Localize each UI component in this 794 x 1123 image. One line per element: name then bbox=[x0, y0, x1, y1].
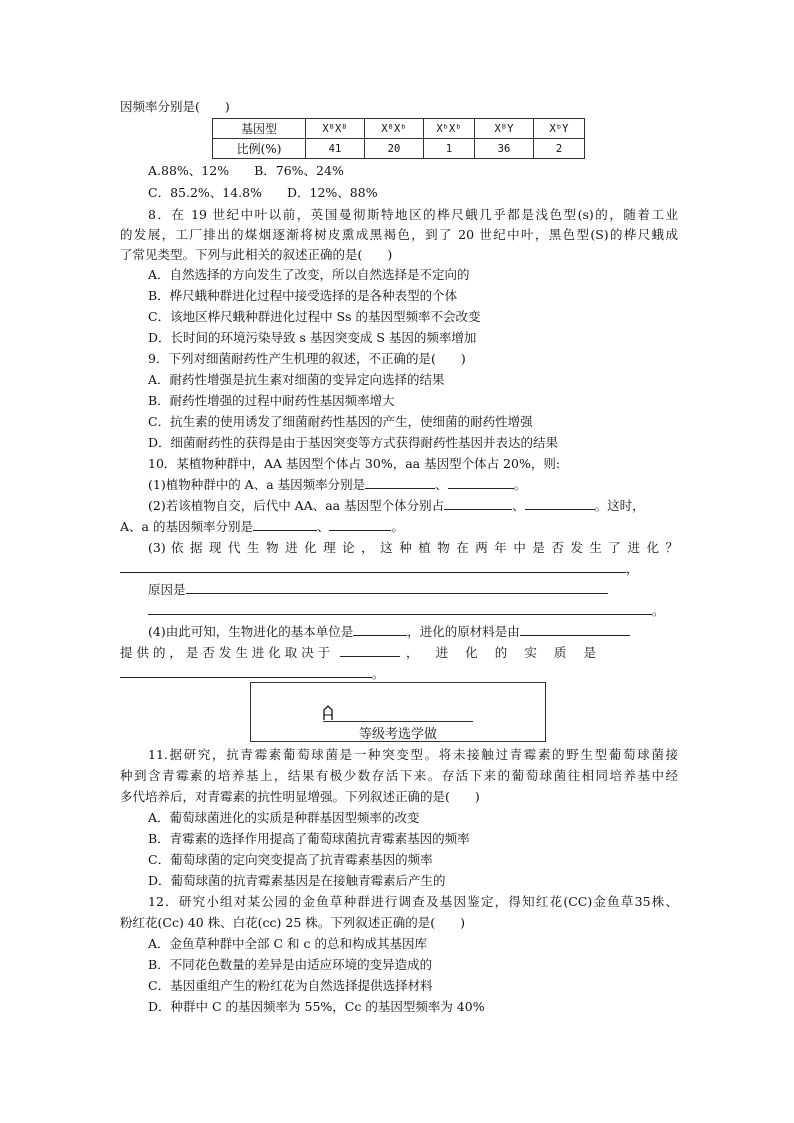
option-b: B．桦尺蛾种群进化过程中接受选择的是各种表型的个体 bbox=[148, 288, 458, 303]
part-text: A、a 的基因频率分别是 bbox=[120, 519, 253, 534]
question-7-options-ab: A.88%、12% B．76%、24% bbox=[148, 163, 344, 178]
table-cell: XᵇXᵇ bbox=[424, 119, 475, 139]
answer-blank[interactable] bbox=[340, 644, 400, 657]
table-cell: 36 bbox=[475, 139, 534, 159]
answer-blank[interactable] bbox=[120, 560, 626, 573]
genotype-table bbox=[212, 118, 585, 159]
option-d: D．葡萄球菌的抗青霉素基因是在接触青霉素后产生的 bbox=[148, 873, 446, 888]
section-header-box bbox=[250, 682, 546, 742]
pencil-icon bbox=[321, 705, 335, 721]
section-divider bbox=[323, 721, 473, 722]
separator: 、 bbox=[316, 519, 330, 534]
question-9-stem: 9．下列对细菌耐药性产生机理的叙述，不正确的是( ) bbox=[148, 351, 466, 366]
answer-blank[interactable] bbox=[353, 623, 407, 636]
separator: 、 bbox=[512, 498, 525, 513]
question-10-part-4 bbox=[148, 623, 630, 641]
table-header-cell: 基因型 bbox=[213, 119, 306, 139]
question-7-options-cd: C．85.2%、14.8% D．12%、88% bbox=[148, 185, 378, 200]
question-10-reason-cont bbox=[148, 602, 665, 620]
question-10-part-3: (3) 依 据 现 代 生 物 进 化 理 论 ， 这 种 植 物 在 两 年 中 是 否 发 生 了 进 化 ？ bbox=[148, 540, 678, 555]
answer-blank[interactable] bbox=[329, 518, 391, 531]
option-d: D．细菌耐药性的获得是由于基因突变等方式获得耐药性基因并表达的结果 bbox=[148, 435, 559, 450]
table-cell: XᵇY bbox=[534, 119, 585, 139]
part-text: 提 供 的 ， 是 否 发 生 进 化 取 决 于 bbox=[120, 645, 331, 660]
option-c: C．抗生素的使用诱发了细菌耐药性基因的产生，使细菌的耐药性增强 bbox=[148, 414, 533, 429]
punctuation: 。 bbox=[372, 666, 385, 681]
table-cell: 1 bbox=[424, 139, 475, 159]
table-row bbox=[213, 119, 585, 139]
answer-blank[interactable] bbox=[520, 623, 630, 636]
table-cell: 41 bbox=[306, 139, 365, 159]
answer-blank[interactable] bbox=[444, 497, 512, 510]
answer-blank[interactable] bbox=[120, 665, 372, 678]
part-text: 。这时， bbox=[594, 498, 645, 513]
option-d: D．长时间的环境污染导致 s 基因突变成 S 基因的频率增加 bbox=[148, 330, 477, 345]
part-text: (1)植物种群中的 A、a 基因频率分别是 bbox=[148, 477, 366, 492]
question-11-stem: 多代培养后，对青霉素的抗性明显增强。下列叙述正确的是( ) bbox=[120, 789, 480, 804]
table-header-cell: 比例(%) bbox=[213, 139, 306, 159]
part-text: (2)若该植物自交，后代中 AA、aa 基因型个体分别占 bbox=[148, 498, 445, 513]
question-12-stem: 12．研究小组对某公园的金鱼草种群进行调查及基因鉴定，得知红花(CC)金鱼草35株、 bbox=[148, 894, 678, 909]
answer-blank[interactable] bbox=[253, 518, 317, 531]
option-c: C．该地区桦尺蛾种群进化过程中 Ss 的基因型频率不会改变 bbox=[148, 309, 481, 324]
question-10-part-2 bbox=[148, 497, 645, 515]
reason-label: 原因是 bbox=[148, 582, 186, 597]
section-title: 等级考选学做 bbox=[358, 727, 437, 742]
option-b: B．不同花色数量的差异是由适应环境的变异造成的 bbox=[148, 957, 433, 972]
option-b: B．耐药性增强的过程中耐药性基因频率增大 bbox=[148, 393, 395, 408]
option-c: C．葡萄球菌的定向突变提高了抗青霉素基因的频率 bbox=[148, 852, 433, 867]
punctuation: 。 bbox=[391, 519, 404, 534]
question-10-part-4-end bbox=[120, 665, 385, 683]
punctuation: 。 bbox=[652, 603, 665, 618]
question-10-stem: 10．某植物种群中，AA 基因型个体占 30%，aa 基因型个体占 20%，则: bbox=[148, 456, 561, 471]
question-8-stem: 了常见类型。下列与此相关的叙述正确的是( ) bbox=[120, 247, 393, 262]
question-11-stem: 11.据研究，抗青霉素葡萄球菌是一种突变型。将未接触过青霉素的野生型葡萄球菌接 bbox=[148, 747, 678, 762]
question-8-stem: 的发展，工厂排出的煤烟逐渐将树皮熏成黑褐色，到了 20 世纪中叶，黑色型(S)的桦尺蛾成 bbox=[120, 227, 678, 242]
table-cell: 2 bbox=[534, 139, 585, 159]
answer-blank[interactable] bbox=[448, 476, 514, 489]
question-7-stem-end: 因频率分别是( ) bbox=[120, 99, 230, 114]
answer-blank[interactable] bbox=[186, 581, 608, 594]
punctuation: 。 bbox=[513, 477, 527, 492]
answer-blank[interactable] bbox=[365, 476, 435, 489]
question-12-stem: 粉红花(Cc) 40 株、白花(cc) 25 株。下列叙述正确的是( ) bbox=[120, 915, 466, 930]
option-a: A．葡萄球菌进化的实质是种群基因型频率的改变 bbox=[148, 810, 420, 825]
answer-blank[interactable] bbox=[525, 497, 595, 510]
question-8-stem: 8．在 19 世纪中叶以前，英国曼彻斯特地区的桦尺蛾几乎都是浅色型(s)的，随着工业 bbox=[148, 207, 678, 222]
table-row bbox=[213, 139, 585, 159]
punctuation: ， bbox=[626, 561, 639, 576]
table-cell: 20 bbox=[365, 139, 424, 159]
option-c: C．基因重组产生的粉红花为自然选择提供选择材料 bbox=[148, 978, 433, 993]
question-10-part-3-line bbox=[120, 560, 639, 578]
part-text: (4)由此可知，生物进化的基本单位是 bbox=[148, 624, 354, 639]
table-cell: XᴮXᵇ bbox=[365, 119, 424, 139]
question-11-stem: 种到含青霉素的培养基上，结果有极少数存活下来。存活下来的葡萄球菌往相同培养基中经 bbox=[120, 768, 678, 783]
question-10-part-2-cont bbox=[120, 518, 404, 536]
option-a: A．耐药性增强是抗生素对细菌的变异定向选择的结果 bbox=[148, 372, 445, 387]
separator: 、 bbox=[435, 477, 448, 492]
part-text: ，进化的原材料是由 bbox=[407, 624, 520, 639]
question-10-part-4-cont bbox=[120, 644, 678, 662]
option-a: A．金鱼草种群中全部 C 和 c 的总和构成其基因库 bbox=[148, 936, 427, 951]
option-b: B．青霉素的选择作用提高了葡萄球菌抗青霉素基因的频率 bbox=[148, 831, 470, 846]
question-10-part-1 bbox=[148, 476, 526, 494]
answer-blank[interactable] bbox=[148, 602, 652, 615]
part-text: ， 进 化 的 实 质 是 bbox=[406, 645, 596, 660]
option-d: D．种群中 C 的基因频率为 55%，Cc 的基因型频率为 40% bbox=[148, 999, 485, 1014]
table-cell: XᴮY bbox=[475, 119, 534, 139]
question-10-reason bbox=[148, 581, 608, 599]
option-a: A．自然选择的方向发生了改变，所以自然选择是不定向的 bbox=[148, 267, 470, 282]
table-cell: XᴮXᴮ bbox=[306, 119, 365, 139]
